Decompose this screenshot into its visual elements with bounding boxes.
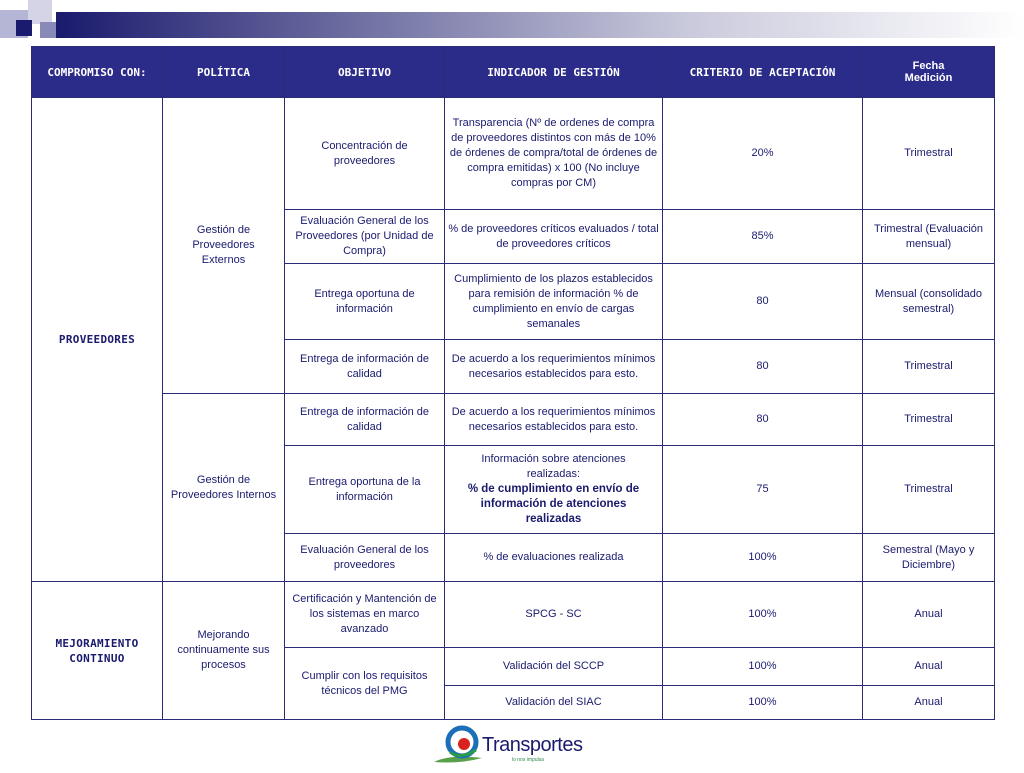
- indicador-text: Información sobre atenciones realizadas:: [481, 453, 626, 480]
- gradient-bar: [56, 12, 1024, 38]
- fecha-cell: Anual: [863, 582, 995, 648]
- deco-square: [16, 20, 32, 36]
- fecha-cell: Trimestral: [863, 394, 995, 446]
- table-header-row: [32, 47, 995, 98]
- criterio-cell: 100%: [663, 534, 863, 582]
- header-indicador: INDICADOR DE GESTIÓN: [445, 47, 663, 98]
- criterio-cell: 20%: [663, 98, 863, 210]
- criterio-cell: 80: [663, 264, 863, 340]
- header-compromiso: COMPROMISO CON:: [32, 47, 163, 98]
- header-fecha-line1: Fecha: [912, 60, 945, 72]
- fecha-cell: Trimestral: [863, 98, 995, 210]
- logo-swoosh-icon: [430, 724, 490, 768]
- objetivo-cell: Evaluación General de los proveedores: [285, 534, 445, 582]
- politica-internos: Gestión de Proveedores Internos: [163, 394, 285, 582]
- criterio-cell: 100%: [663, 648, 863, 686]
- criterio-cell: 85%: [663, 210, 863, 264]
- fecha-cell: Trimestral (Evaluación mensual): [863, 210, 995, 264]
- criterio-cell: 80: [663, 340, 863, 394]
- category-proveedores: PROVEEDORES: [32, 98, 163, 582]
- objetivo-cell: Concentración de proveedores: [285, 98, 445, 210]
- header-criterio: CRITERIO DE ACEPTACIÓN: [663, 47, 863, 98]
- fecha-cell: Semestral (Mayo y Diciembre): [863, 534, 995, 582]
- category-mejoramiento-line2: CONTINUO: [69, 651, 125, 665]
- objetivo-cell: Entrega oportuna de información: [285, 264, 445, 340]
- indicador-cell: Cumplimiento de los plazos establecidos para remisión de información % de cumplimiento en envío de cargas semanales: [445, 264, 663, 340]
- indicador-cell: Transparencia (Nº de ordenes de compra de proveedores distintos con más de 10% de órdenes de compra/total de órdenes de compra emitidas) x 100 (No incluye compras por CM): [445, 98, 663, 210]
- fecha-cell: Trimestral: [863, 446, 995, 534]
- commitments-table: [31, 46, 995, 720]
- objetivo-cell: Entrega de información de calidad: [285, 340, 445, 394]
- transportes-logo: [430, 724, 590, 768]
- header-politica: POLÍTICA: [163, 47, 285, 98]
- politica-mejorando: Mejorando continuamente sus procesos: [163, 582, 285, 720]
- objetivo-cell: Entrega oportuna de la información: [285, 446, 445, 534]
- indicador-bold-text: % de cumplimiento en envío de información de atenciones realizadas: [467, 483, 640, 525]
- fecha-cell: Anual: [863, 648, 995, 686]
- indicador-cell: Validación del SIAC: [445, 686, 663, 720]
- indicador-cell: De acuerdo a los requerimientos mínimos necesarios establecidos para esto.: [445, 394, 663, 446]
- politica-externos: Gestión de Proveedores Externos: [163, 98, 285, 394]
- header-objetivo: OBJETIVO: [285, 47, 445, 98]
- header-fecha-line2: Medición: [904, 72, 953, 84]
- table-row: [32, 582, 995, 648]
- logo-tagline: lo nos impulsa: [512, 757, 544, 763]
- indicador-cell: Validación del SCCP: [445, 648, 663, 686]
- indicador-cell: SPCG - SC: [445, 582, 663, 648]
- indicador-cell: % de evaluaciones realizada: [445, 534, 663, 582]
- table-row: [32, 98, 995, 210]
- category-mejoramiento-line1: MEJORAMIENTO: [55, 636, 139, 650]
- title-decoration: [0, 0, 1024, 40]
- criterio-cell: 80: [663, 394, 863, 446]
- category-mejoramiento: [32, 582, 163, 720]
- deco-square: [40, 22, 56, 38]
- logo-text: Transportes: [482, 734, 583, 756]
- criterio-cell: 100%: [663, 686, 863, 720]
- table-row: [32, 394, 995, 446]
- fecha-cell: Mensual (consolidado semestral): [863, 264, 995, 340]
- indicador-cell: De acuerdo a los requerimientos mínimos necesarios establecidos para esto.: [445, 340, 663, 394]
- objetivo-cell: Entrega de información de calidad: [285, 394, 445, 446]
- indicador-cell: % de proveedores críticos evaluados / total de proveedores críticos: [445, 210, 663, 264]
- criterio-cell: 75: [663, 446, 863, 534]
- objetivo-cell: Certificación y Mantención de los sistemas en marco avanzado: [285, 582, 445, 648]
- indicador-cell: [445, 446, 663, 534]
- header-fecha: [863, 47, 995, 98]
- objetivo-cell: Evaluación General de los Proveedores (por Unidad de Compra): [285, 210, 445, 264]
- objetivo-cell: Cumplir con los requisitos técnicos del PMG: [285, 648, 445, 720]
- criterio-cell: 100%: [663, 582, 863, 648]
- fecha-cell: Trimestral: [863, 340, 995, 394]
- fecha-cell: Anual: [863, 686, 995, 720]
